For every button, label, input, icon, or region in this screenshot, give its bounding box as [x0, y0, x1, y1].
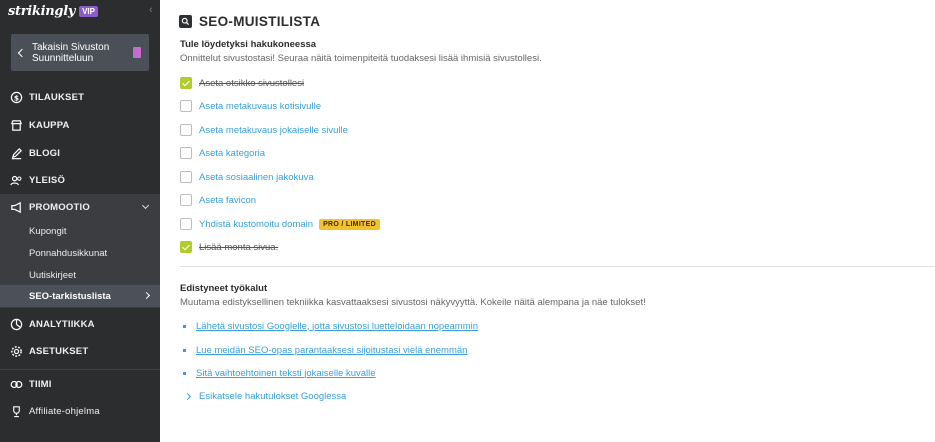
megaphone-icon — [10, 201, 23, 214]
checklist-checkbox[interactable] — [180, 171, 192, 183]
checklist-item — [180, 123, 348, 137]
page-header — [179, 14, 320, 29]
nav-item-promotion[interactable] — [0, 194, 160, 220]
users-icon — [10, 174, 23, 187]
collapse-sidebar-icon[interactable]: ‹ — [149, 4, 153, 16]
sidebar-item-seo-checklist[interactable] — [0, 285, 160, 307]
checklist-checkbox[interactable] — [180, 241, 192, 253]
list-item — [183, 367, 376, 379]
chevron-down-icon — [142, 202, 149, 209]
checklist-label[interactable]: Aseta sosiaalinen jakokuva — [199, 171, 314, 183]
pen-icon — [10, 147, 23, 160]
chevron-left-icon — [18, 48, 26, 56]
nav-label-team: TIIMI — [29, 378, 52, 390]
checklist-label[interactable]: Aseta kategoria — [199, 147, 266, 159]
back-to-editor-button[interactable] — [11, 34, 149, 71]
nav-label-settings: ASETUKSET — [29, 345, 89, 357]
checklist-item — [180, 99, 321, 113]
checklist-item — [180, 240, 278, 254]
checklist-label[interactable]: Aseta metakuvaus kotisivulle — [199, 100, 321, 112]
checklist-label[interactable]: Aseta otsikko sivustollesi — [199, 77, 305, 89]
editor-icon — [133, 47, 141, 58]
team-icon — [10, 378, 23, 391]
checklist-checkbox[interactable] — [180, 147, 192, 159]
chevron-right-icon — [184, 393, 191, 400]
vip-badge: VIP — [79, 6, 98, 17]
alt-text-link[interactable]: Sitä vaihtoehtoinen teksti jokaiselle kuvalle — [196, 367, 376, 379]
nav-label-audience: YLEISÖ — [29, 174, 66, 186]
pro-limited-badge: PRO / LIMITED — [319, 219, 380, 230]
nav-label-promotion: PROMOOTIO — [29, 201, 90, 213]
back-button-label: Takaisin Sivuston Suunnitteluun — [32, 41, 110, 64]
sidebar-item-newsletters[interactable]: Uutiskirjeet — [29, 269, 76, 281]
bullet-icon — [183, 325, 186, 328]
seo-guide-link[interactable]: Lue meidän SEO-opas parantaaksesi sijoitustasi vielä enemmän — [196, 344, 468, 356]
submit-to-google-link[interactable]: Lähetä sivustosi Googlelle, jotta sivustosi luetteloidaan nopeammin — [196, 320, 478, 332]
section-heading-advanced: Edistyneet työkalut — [180, 283, 268, 294]
trophy-icon — [10, 405, 23, 418]
nav-item-orders[interactable] — [0, 84, 160, 110]
dollar-circle-icon — [10, 91, 23, 104]
nav-item-analytics[interactable] — [0, 311, 160, 337]
brand-logo[interactable]: strikingly — [8, 3, 76, 19]
checklist-item — [180, 170, 314, 184]
nav-item-affiliate[interactable] — [0, 398, 160, 424]
sidebar-item-coupons[interactable]: Kupongit — [29, 225, 67, 237]
svg-text:$: $ — [13, 92, 20, 102]
logo-row — [0, 0, 160, 22]
section-heading-seo: Tule löydetyksi hakukoneessa — [180, 39, 317, 50]
nav-label-store: KAUPPA — [29, 119, 70, 131]
nav-item-store[interactable] — [0, 112, 160, 138]
checklist-checkbox[interactable] — [180, 218, 192, 230]
checklist-checkbox[interactable] — [180, 194, 192, 206]
section-description-seo: Onnittelut sivustostasi! Seuraa näitä toimenpiteitä tuodaksesi lisää ihmisiä sivustollesi. — [180, 53, 542, 64]
gear-icon — [10, 345, 23, 358]
sidebar-item-popups[interactable]: Ponnahdusikkunat — [29, 247, 108, 259]
sidebar-divider — [0, 369, 160, 370]
chevron-right-icon — [143, 292, 150, 299]
checklist-checkbox[interactable] — [180, 100, 192, 112]
checklist-checkbox[interactable] — [180, 77, 192, 89]
sidebar-item-seo-label: SEO-tarkistuslista — [29, 290, 111, 302]
magnifier-icon — [179, 15, 192, 28]
checklist-item — [180, 217, 380, 231]
section-divider — [180, 266, 935, 267]
nav-item-blog[interactable] — [0, 140, 160, 166]
nav-label-orders: TILAUKSET — [29, 91, 85, 103]
nav-item-team[interactable] — [0, 371, 160, 397]
preview-google-label: Esikatsele hakutulokset Googlessa — [199, 391, 347, 402]
nav-label-analytics: ANALYTIIKKA — [29, 318, 95, 330]
checklist-item — [180, 146, 265, 160]
checklist-item — [180, 193, 256, 207]
checklist-label[interactable]: Lisää monta sivua. — [199, 241, 279, 253]
checklist-checkbox[interactable] — [180, 124, 192, 136]
sidebar — [0, 0, 160, 442]
list-item — [183, 320, 478, 332]
analytics-icon — [10, 318, 23, 331]
store-icon — [10, 119, 23, 132]
nav-item-audience[interactable] — [0, 167, 160, 193]
preview-google-results-toggle[interactable] — [185, 391, 346, 402]
bullet-icon — [183, 349, 186, 352]
checklist-label[interactable]: Yhdistä kustomoitu domain — [199, 218, 314, 230]
checklist-label[interactable]: Aseta metakuvaus jokaiselle sivulle — [199, 124, 348, 136]
main-content — [160, 0, 935, 442]
checklist-label[interactable]: Aseta favicon — [199, 194, 257, 206]
list-item — [183, 344, 467, 356]
page-title: SEO-MUISTILISTA — [199, 14, 321, 29]
section-description-advanced: Muutama edistyksellinen tekniikka kasvattaaksesi sivustosi näkyvyyttä. Kokeile näitä alempana ja näe tulokset! — [180, 297, 646, 308]
bullet-icon — [183, 372, 186, 375]
nav-label-blog: BLOGI — [29, 147, 61, 159]
nav-label-affiliate: Affiliate-ohjelma — [29, 405, 100, 417]
checklist-item — [180, 76, 304, 90]
nav-item-settings[interactable] — [0, 338, 160, 364]
